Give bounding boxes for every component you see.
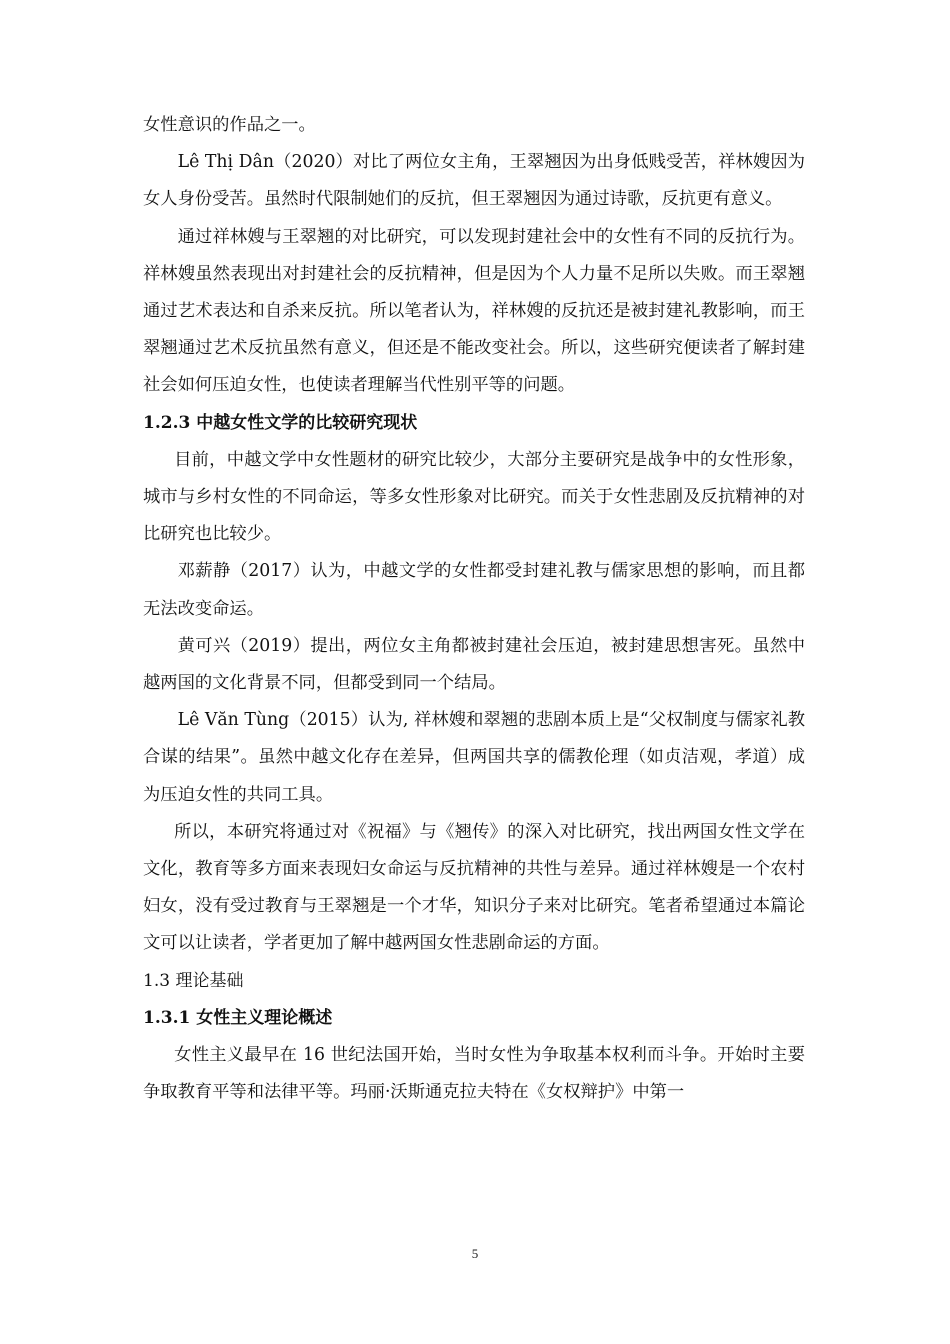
paragraph-current-state: 目前，中越文学中女性题材的研究比较少，大部分主要研究是战争中的女性形象，城市与乡村女性的不同命运，等多女性形象对比研究。而关于女性悲剧及反抗精神的对比研究也比较少。 [143, 449, 805, 545]
page-number: 5 [471, 1246, 479, 1261]
paragraph-le-van-tung: Lê Văn Tùng（2015）认为, 祥林嫂和翠翘的悲剧本质上是“父权制度与儒家礼教合谋的结果”。虽然中越文化存在差异，但两国共享的儒教伦理（如贞洁观，孝道）成为压迫女性的共同工具。 [143, 710, 805, 805]
paragraph-le-thi-dan: Lê Thị Dân（2020）对比了两位女主角，王翠翘因为出身低贱受苦，祥林嫂因为女人身份受苦。虽然时代限制她们的反抗，但王翠翘因为通过诗歌，反抗更有意义。 [143, 152, 805, 210]
page-body [143, 107, 805, 1111]
section-heading-1-2-3: 1.2.3 中越女性文学的比较研究现状 [143, 412, 418, 433]
section-heading-1-3: 1.3 理论基础 [143, 970, 244, 991]
paragraph-feminism-overview: 女性主义最早在 16 世纪法国开始，当时女性为争取基本权利而斗争。开始时主要争取教育平等和法律平等。玛丽·沃斯通克拉夫特在《女权辩护》中第一 [143, 1045, 805, 1103]
paragraph-continued: 女性意识的作品之一。 [143, 115, 316, 135]
paragraph-research-purpose: 所以，本研究将通过对《祝福》与《翘传》的深入对比研究，找出两国女性文学在文化，教育等多方面来表现妇女命运与反抗精神的共性与差异。通过祥林嫂是一个农村妇女，没有受过教育与王翠翘是一个才华，知识分子来对比研究。笔者希望通过本篇论文可以让读者，学者更加了解中越两国女性悲剧命运的方面。 [143, 821, 805, 954]
paragraph-huang-kexing: 黄可兴（2019）提出，两位女主角都被封建社会压迫，被封建思想害死。虽然中越两国的文化背景不同，但都受到同一个结局。 [143, 635, 805, 694]
paragraph-comparison: 通过祥林嫂与王翠翘的对比研究，可以发现封建社会中的女性有不同的反抗行为。祥林嫂虽然表现出对封建社会的反抗精神，但是因为个人力量不足所以失败。而王翠翘通过艺术表达和自杀来反抗。所以笔者认为，祥林嫂的反抗还是被封建礼教影响，而王翠翘通过艺术反抗虽然有意义，但还是不能改变社会。所以，这些研究便读者了解封建社会如何压迫女性，也使读者理解当代性别平等的问题。 [143, 226, 805, 396]
paragraph-deng-xinjing: 邓薪静（2017）认为，中越文学的女性都受封建礼教与儒家思想的影响，而且都无法改变命运。 [143, 561, 805, 619]
section-heading-1-3-1: 1.3.1 女性主义理论概述 [143, 1007, 333, 1028]
